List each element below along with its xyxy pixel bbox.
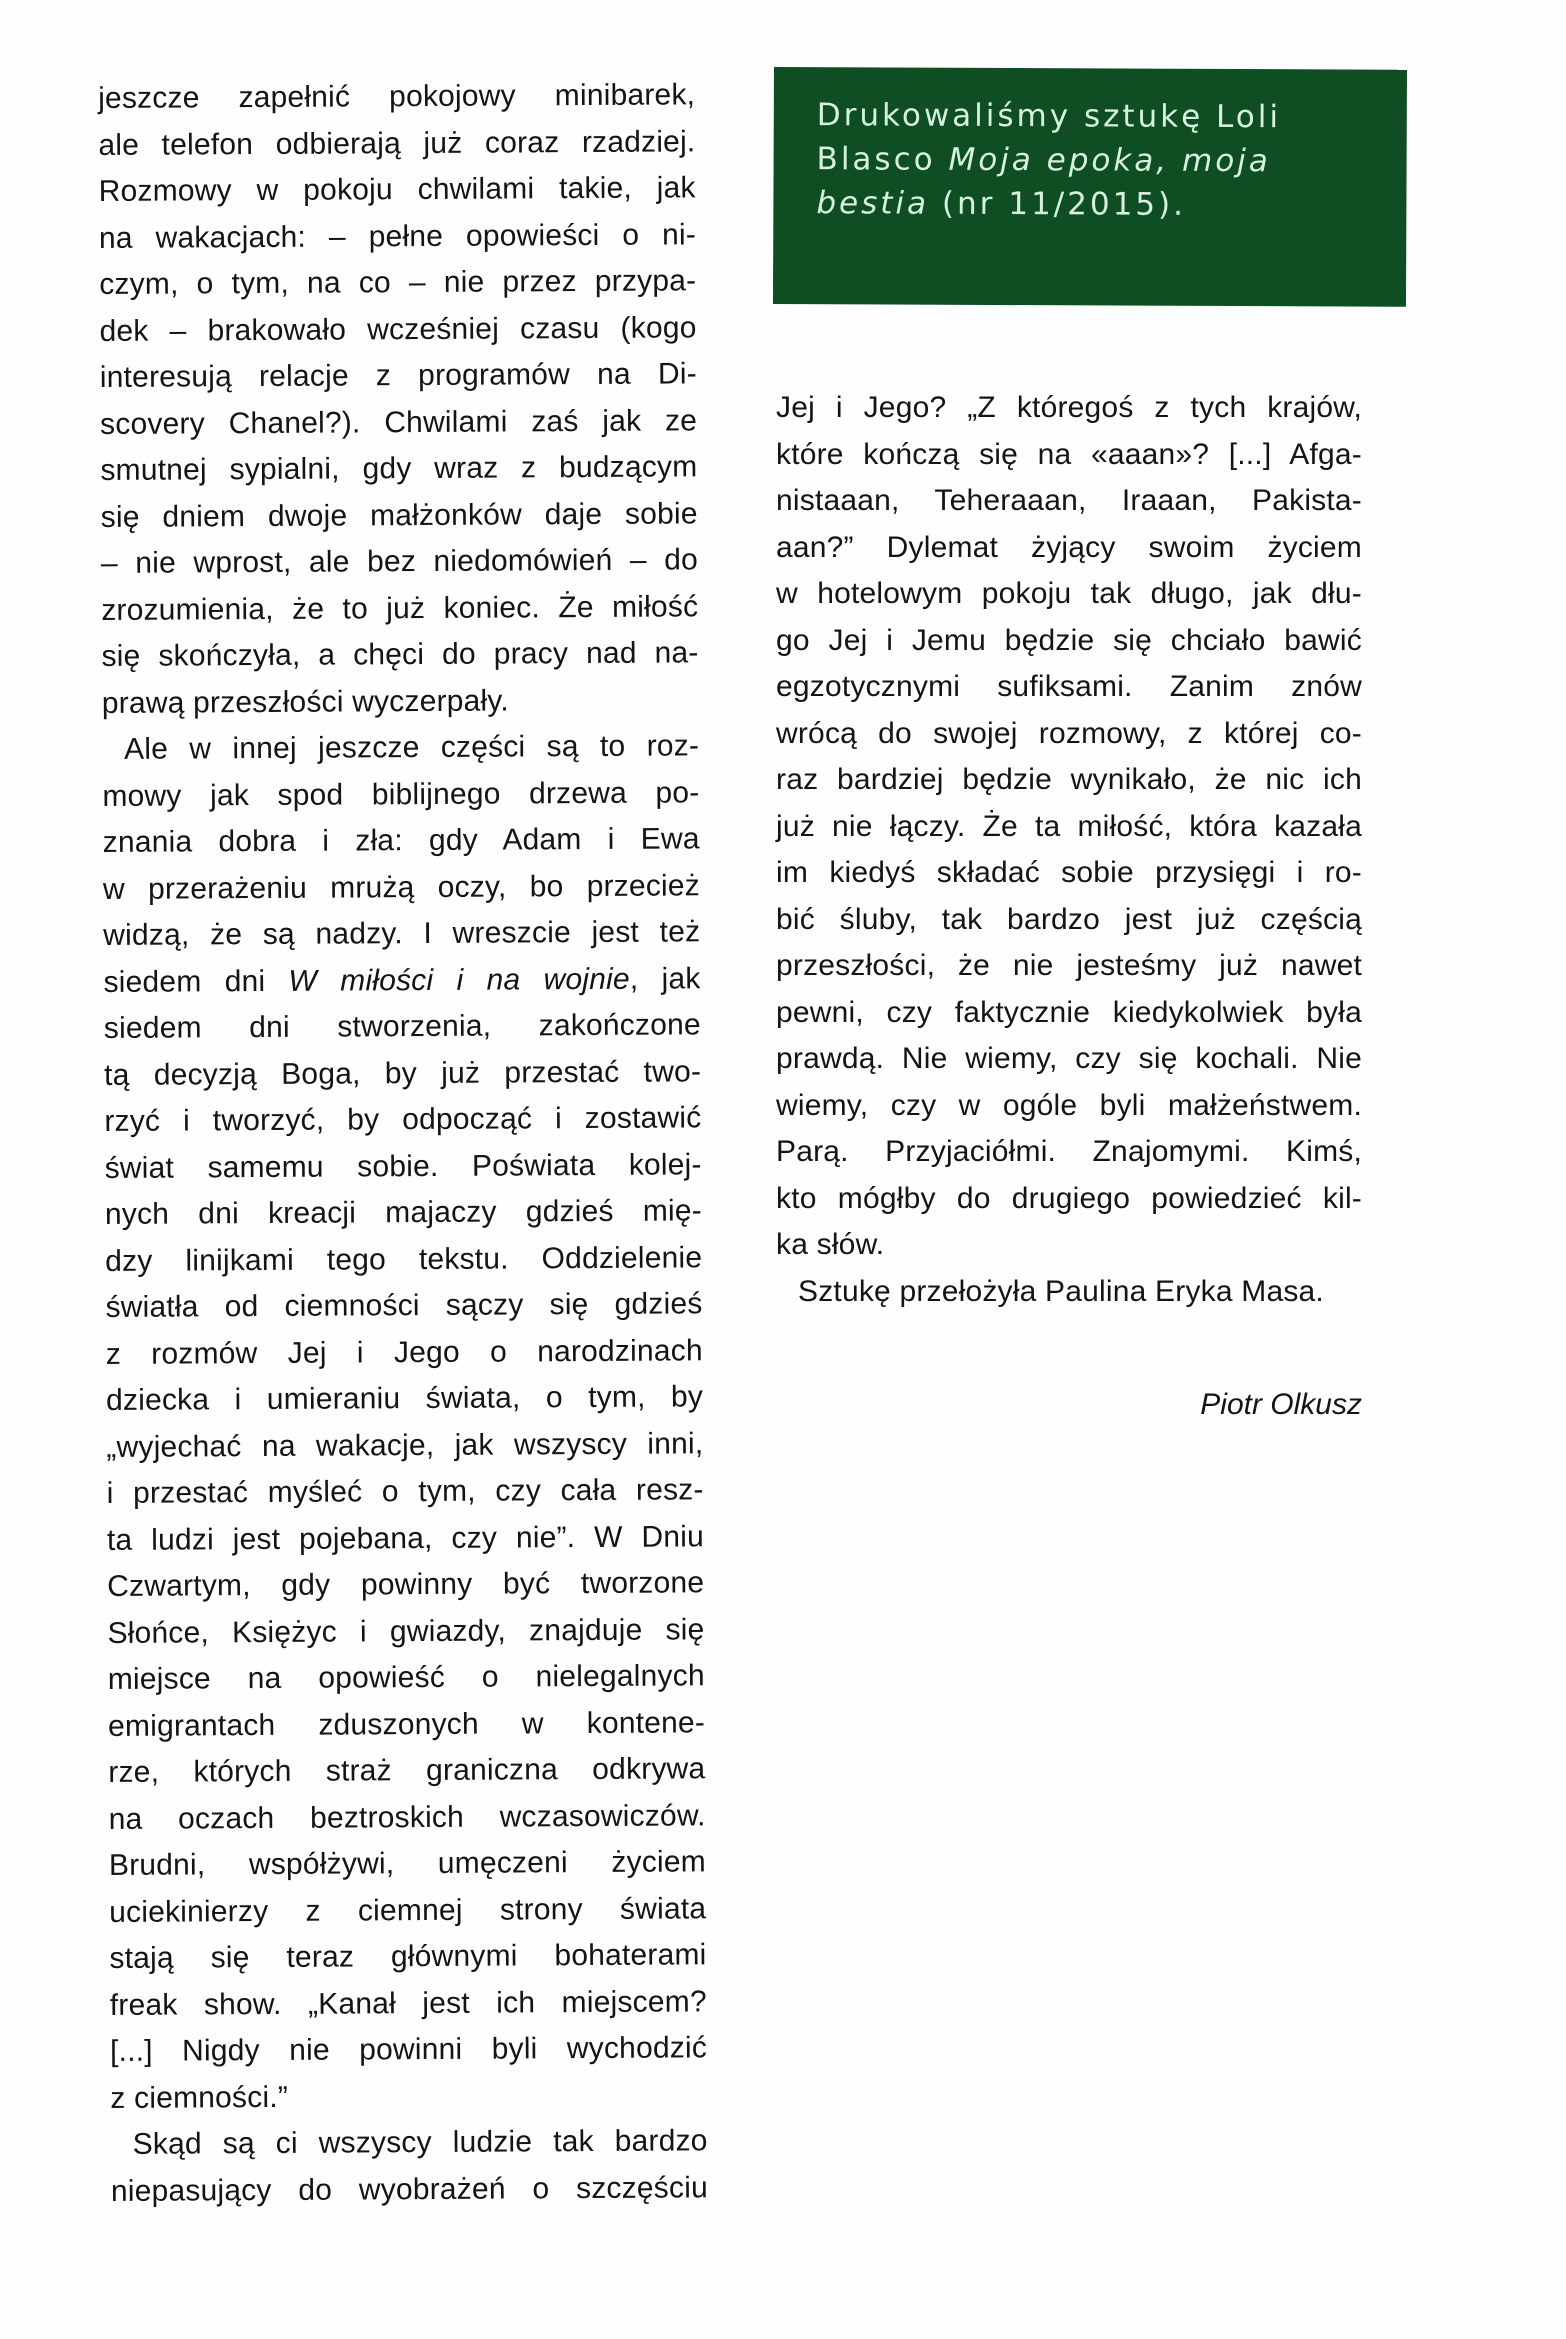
- text-line: [776, 664, 1362, 711]
- text-line: [110, 2025, 707, 2075]
- text-run: go Jej i Jemu będzie się chciało bawić: [776, 623, 1362, 657]
- text-run: Ale w innej jeszcze części są to roz-: [124, 729, 700, 766]
- text-run: prawdą. Nie wiemy, czy się kochali. Nie: [776, 1042, 1362, 1075]
- note-text: (nr 11/2015).: [928, 185, 1187, 223]
- note-line: [817, 93, 1377, 139]
- text-run: bić śluby, tak bardzo jest już częścią: [776, 902, 1362, 936]
- text-run: ale telefon odbierają już coraz rzadziej.: [98, 124, 696, 162]
- text-run: raz bardziej będzie wynikało, że nic ich: [776, 763, 1362, 796]
- text-run: jeszcze zapełnić pokojowy minibarek,: [98, 78, 696, 115]
- text-line: [102, 723, 699, 773]
- text-run: freak show. „Kanał jest ich miejscem?: [109, 1984, 707, 2022]
- note-title-italic: Moja epoka, moja: [948, 141, 1271, 180]
- text-run: się dniem dwoje małżonków daje sobie: [100, 496, 698, 534]
- text-run: dek – brakowało wcześniej czasu (kogo: [99, 310, 697, 348]
- text-run: emigrantach zduszonych w kontene-: [107, 1705, 706, 1743]
- text-run: scovery Chanel?). Chwilami zaś jak ze: [100, 403, 698, 441]
- text-run: ta ludzi jest pojebana, czy nie”. W Dniu: [106, 1519, 705, 1557]
- text-run: aan?” Dylemat żyjący swoim życiem: [776, 530, 1362, 564]
- text-run: czym, o tym, na co – nie przez przypa-: [99, 264, 697, 301]
- text-line: [776, 432, 1362, 479]
- text-line: [99, 305, 696, 355]
- text-line: [99, 212, 696, 262]
- text-run: rzyć i tworzyć, by odpocząć i zostawić: [104, 1101, 702, 1138]
- text-run: i przestać myśleć o tym, czy cała resz-: [106, 1473, 704, 1510]
- text-line: [107, 1514, 704, 1564]
- text-line: [104, 1002, 701, 1052]
- text-line: [106, 1421, 703, 1471]
- text-run: – nie wprost, ale bez niedomówień – do: [100, 543, 699, 580]
- text-run: w hotelowym pokoju tak długo, jak dłu-: [776, 577, 1362, 610]
- text-line: [776, 757, 1362, 804]
- text-line: [105, 1281, 702, 1331]
- text-line: [104, 1095, 701, 1145]
- text-line: [102, 677, 699, 727]
- text-run: z ciemności.”: [110, 2080, 289, 2115]
- text-run: które kończą się na «aaan»? [...] Afga-: [776, 437, 1362, 471]
- text-run: Jej i Jego? „Z któregoś z tych krajów,: [776, 391, 1362, 424]
- text-run: świat samemu sobie. Poświata kolej-: [104, 1147, 702, 1185]
- text-line: [776, 804, 1362, 851]
- italic-title: W miłości i na wojnie: [288, 962, 630, 998]
- text-line: [776, 385, 1362, 432]
- text-line: [100, 444, 697, 494]
- text-line: [103, 816, 700, 866]
- text-run: kto mógłby do drugiego powiedzieć kil-: [776, 1181, 1362, 1215]
- article-column-left: [98, 72, 708, 2215]
- text-run: się skończyła, a chęci do pracy nad na-: [101, 636, 699, 673]
- text-line: [101, 491, 698, 541]
- text-run: wrócą do swojej rozmowy, z której co-: [776, 716, 1362, 750]
- text-run: z rozmów Jej i Jego o narodzinach: [105, 1333, 703, 1371]
- text-line: [100, 351, 697, 401]
- text-run: mowy jak spod biblijnego drzewa po-: [102, 775, 700, 813]
- text-line: [109, 1932, 706, 1982]
- article-column-right: [776, 385, 1362, 1315]
- text-run: światła od ciemności sączy się gdzieś: [105, 1287, 703, 1324]
- text-line: [102, 770, 699, 820]
- text-line: [108, 1700, 705, 1750]
- note-text: Drukowaliśmy sztukę Loli: [816, 97, 1282, 136]
- text-run: nych dni kreacji majaczy gdzieś mię-: [104, 1194, 703, 1231]
- text-line: [105, 1188, 702, 1238]
- text-run: egzotycznymi sufiksami. Zanim znów: [776, 670, 1362, 703]
- text-line: [109, 1839, 706, 1889]
- text-line: [776, 1176, 1362, 1223]
- text-run: Czwartym, gdy powinny być tworzone: [107, 1566, 705, 1603]
- text-line: [776, 850, 1362, 897]
- text-run: Parą. Przyjaciółmi. Znajomymi. Kimś,: [776, 1135, 1362, 1168]
- text-line: [776, 525, 1362, 572]
- text-run: znania dobra i zła: gdy Adam i Ewa: [102, 822, 700, 859]
- text-run: prawą przeszłości wyczerpały.: [101, 684, 509, 720]
- text-line: [101, 537, 698, 587]
- text-run: zrozumienia, że to już koniec. Że miłość: [101, 589, 699, 627]
- text-line: [110, 2072, 707, 2122]
- text-run: interesują relacje z programów na Di-: [99, 357, 697, 394]
- text-run: nistaaan, Teheraaan, Iraaan, Pakista-: [776, 484, 1362, 517]
- text-line: [103, 863, 700, 913]
- text-run: siedem dni: [103, 964, 289, 999]
- text-line: [104, 1049, 701, 1099]
- text-line: [106, 1374, 703, 1424]
- text-run: „wyjechać na wakacje, jak wszyscy inni,: [106, 1426, 704, 1464]
- note-title-italic: bestia: [816, 185, 930, 222]
- text-line: [776, 1036, 1362, 1083]
- text-line: [776, 1129, 1362, 1176]
- text-line: [101, 630, 698, 680]
- text-run: tą decyzją Boga, by już przestać two-: [104, 1054, 702, 1092]
- text-line: [107, 1607, 704, 1657]
- text-line: [98, 119, 695, 169]
- text-run: smutnej sypialni, gdy wraz z budzącym: [100, 450, 698, 487]
- text-line: [776, 478, 1362, 525]
- text-line: [101, 584, 698, 634]
- text-run: [...] Nigdy nie powinni byli wychodzić: [109, 2031, 708, 2068]
- author-signature: Piotr Olkusz: [1200, 1388, 1362, 1421]
- text-line: [107, 1467, 704, 1517]
- text-run: widzą, że są nadzy. I wreszcie jest też: [103, 915, 701, 952]
- text-run: Rozmowy w pokoju chwilami takie, jak: [98, 171, 696, 208]
- text-run: niepasujący do wyobrażeń o szczęściu: [110, 2170, 709, 2208]
- text-line: [100, 398, 697, 448]
- text-line: [776, 990, 1362, 1037]
- text-line: [103, 909, 700, 959]
- text-line: [108, 1653, 705, 1703]
- text-line: [109, 1793, 706, 1843]
- text-run: przeszłości, że nie jesteśmy już nawet: [776, 949, 1362, 982]
- text-line: [776, 618, 1362, 665]
- note-line: [817, 137, 1377, 183]
- text-line: [99, 165, 696, 215]
- text-run: Słońce, Księżyc i gwiazdy, znajduje się: [107, 1612, 705, 1650]
- text-run: dzy linijkami tego tekstu. Oddzielenie: [105, 1240, 703, 1278]
- text-run: na wakacjach: – pełne opowieści o ni-: [98, 217, 697, 255]
- text-line: [776, 571, 1362, 618]
- editorial-note-box: [773, 67, 1407, 307]
- text-run: ka słów.: [776, 1228, 885, 1261]
- text-run: wiemy, czy w ogóle byli małżeństwem.: [776, 1088, 1362, 1122]
- text-run: uciekinierzy z ciemnej strony świata: [109, 1891, 707, 1929]
- text-run: rze, których straż graniczna odkrywa: [108, 1752, 706, 1789]
- text-run: im kiedyś składać sobie przysięgi i ro-: [776, 856, 1362, 889]
- text-line: [776, 711, 1362, 758]
- text-line: [105, 1235, 702, 1285]
- text-line: [111, 2165, 708, 2215]
- text-line: [98, 72, 695, 122]
- text-run: siedem dni stworzenia, zakończone: [103, 1008, 701, 1045]
- text-line: [109, 1886, 706, 1936]
- text-run: pewni, czy faktycznie kiedykolwiek była: [776, 995, 1362, 1029]
- text-run: w przerażeniu mrużą oczy, bo przecież: [102, 868, 701, 906]
- text-line: [107, 1560, 704, 1610]
- text-run: Brudni, współżywi, umęczeni życiem: [108, 1845, 707, 1882]
- note-text: Blasco: [816, 141, 949, 178]
- text-line: [106, 1328, 703, 1378]
- text-line: [776, 897, 1362, 944]
- text-run: , jak: [629, 961, 701, 996]
- text-line: [776, 1269, 1362, 1316]
- text-line: [108, 1746, 705, 1796]
- text-run: miejsce na opowieść o nielegalnych: [107, 1659, 705, 1696]
- text-run: stają się teraz głównymi bohaterami: [109, 1938, 707, 1975]
- text-line: [103, 956, 700, 1006]
- text-line: [110, 2118, 707, 2168]
- text-run: dziecka i umieraniu świata, o tym, by: [105, 1380, 704, 1417]
- text-line: [776, 1083, 1362, 1130]
- text-line: [99, 258, 696, 308]
- text-run: Skąd są ci wszyscy ludzie tak bardzo: [132, 2124, 708, 2161]
- text-line: [776, 943, 1362, 990]
- text-line: [776, 1222, 1362, 1269]
- text-run: już nie łączy. Że ta miłość, która kazała: [776, 809, 1362, 843]
- text-run: na oczach beztroskich wczasowiczów.: [108, 1798, 706, 1836]
- note-line: [816, 181, 1376, 227]
- text-run: Sztukę przełożyła Paulina Eryka Masa.: [798, 1274, 1324, 1308]
- text-line: [105, 1142, 702, 1192]
- text-line: [110, 1979, 707, 2029]
